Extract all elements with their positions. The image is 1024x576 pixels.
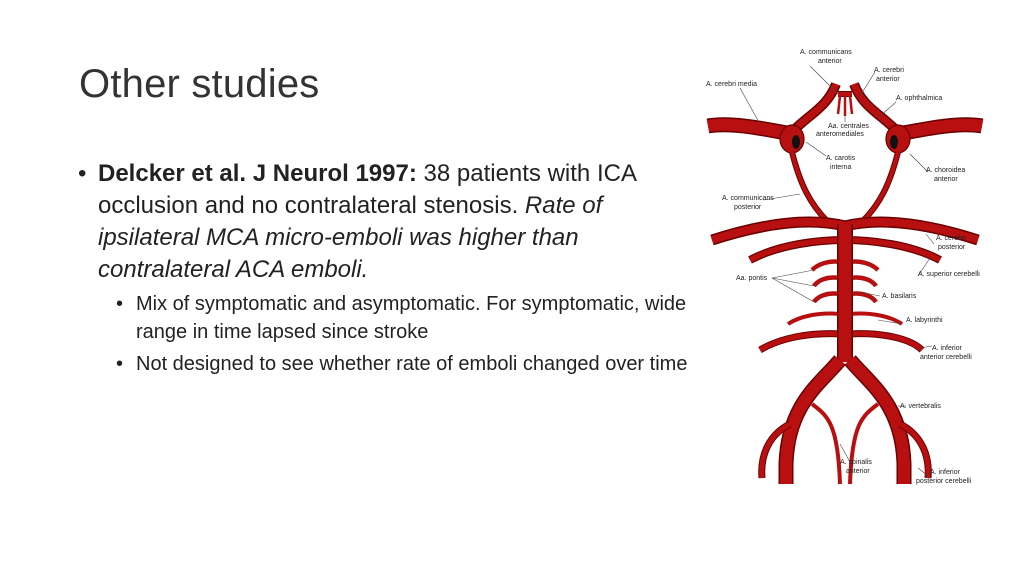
pcom-right [862,152,898,222]
sub-bullet [116,290,698,346]
label-a-communicans-anterior: A. communicans [800,49,852,56]
sub-bullet-text: Not designed to see whether rate of emboli changed over time [136,353,688,375]
label-a-inferior-anterior-cerebelli: A. inferior [932,345,962,352]
ica-right-section [886,125,910,153]
sub-bullet-text: Mix of symptomatic and asymptomatic. For symptomatic, wide range in time lapsed since stroke [136,293,687,343]
svg-text:anterior: anterior [876,76,900,83]
bullet-dot: • [116,353,124,375]
label-a-choroidea-anterior: A. choroidea [926,167,966,174]
label-a-vertebralis: A. vertebralis [900,403,941,410]
svg-text:anterior: anterior [818,58,842,65]
svg-text:anterior cerebelli: anterior cerebelli [920,354,972,361]
label-a-inferior-posterior-cerebelli: A. inferior [930,469,960,476]
ica-left-section [780,125,804,153]
bullet-italic-finding: Rate of ipsilateral MCA micro-emboli was higher than contralateral ACA emboli. [98,192,603,283]
label-a-cerebri-anterior: A. cerebri [874,67,904,74]
svg-text:anterior: anterior [846,468,870,475]
svg-text:posterior: posterior [734,204,762,211]
svg-text:posterior: posterior [938,244,966,251]
citation-lead: Delcker et al. J Neurol 1997: [98,160,417,187]
label-a-ophthalmica: A. ophthalmica [896,95,943,102]
circle-of-willis-diagram [700,44,990,494]
arteries [708,84,982,484]
sub-bullet [116,350,698,378]
bullet-dot: • [78,160,87,187]
label-aa-centrales: Aa. centrales [828,123,869,130]
svg-text:anterior: anterior [934,176,958,183]
bullet-text: 38 patients with ICA occlusion and no contralateral stenosis. [98,160,636,219]
label-a-communicans-posterior: A. communicans [722,195,774,202]
label-a-carotis-interna: A. carotis [826,155,856,162]
svg-text:anteromediales: anteromediales [816,131,864,138]
label-a-cerebri-posterior: A. cerebri [936,235,966,242]
label-a-cerebri-media: A. cerebri media [706,81,757,88]
bullet-delcker [78,158,698,286]
label-a-basilaris: A. basilaris [882,293,917,300]
label-a-superior-cerebelli: A. superior cerebelli [918,271,980,278]
slide-body [78,158,698,378]
pcom-left [792,152,828,222]
bullet-dot: • [116,293,124,315]
svg-text:interna: interna [830,164,852,171]
label-a-spinalis-anterior: A. spinalis [840,459,872,466]
label-aa-pontis: Aa. pontis [736,275,768,282]
svg-text:posterior cerebelli: posterior cerebelli [916,478,972,485]
label-a-labyrinthi: A. labyrinthi [906,317,943,324]
slide-title: Other studies [79,62,320,106]
